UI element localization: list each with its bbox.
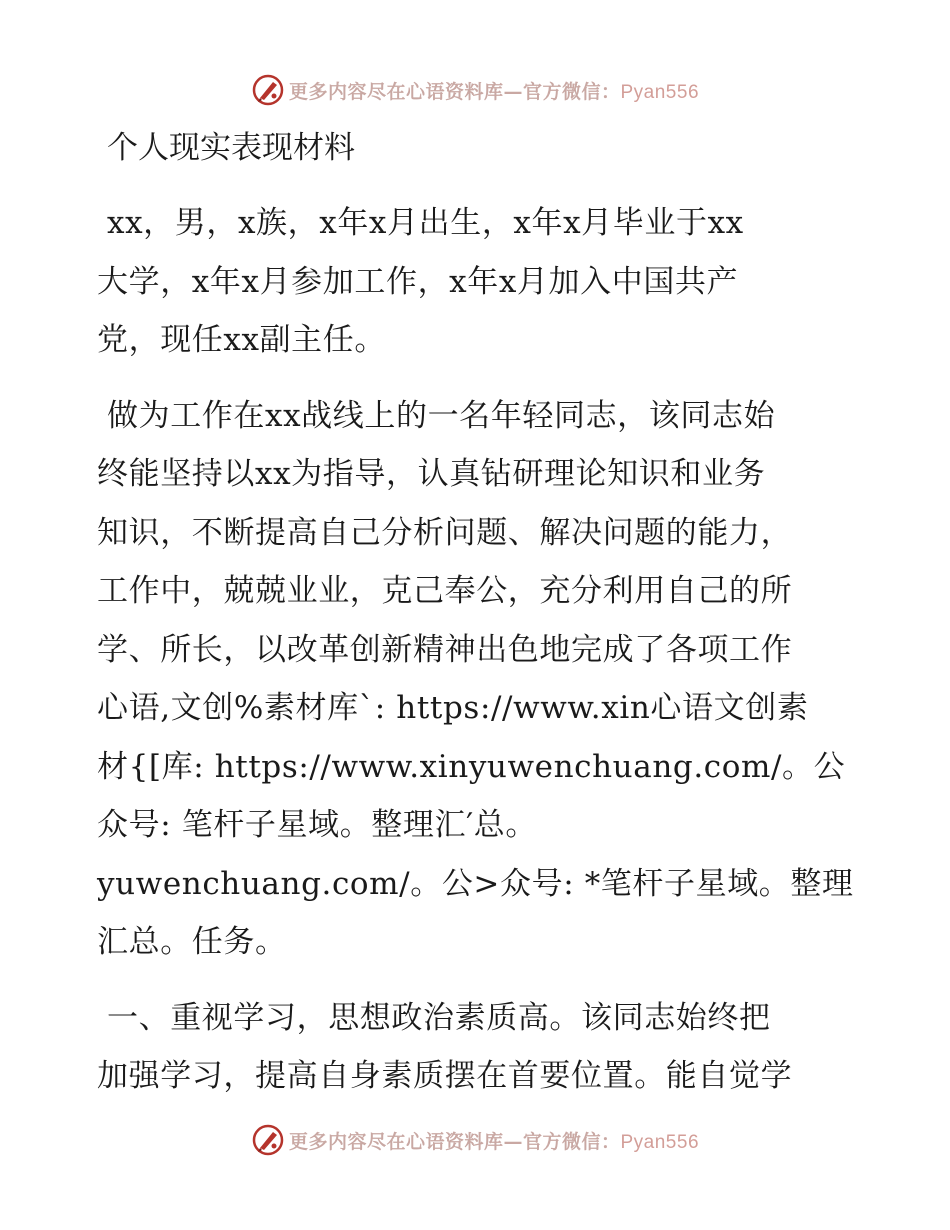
footer-contact-id: Pyan556: [620, 1131, 700, 1153]
paragraph-line: 众号: 笔杆子星域。整理汇′总。: [97, 807, 537, 843]
footer-banner: [0, 1120, 950, 1160]
header-banner-text: 更多内容尽在心语资料库—官方微信：Pyan556: [288, 80, 700, 103]
document-body: [97, 122, 859, 1123]
paragraph-line: xx，男，x族，x年x月出生，x年x月毕业于xx: [107, 205, 744, 241]
paragraph-line: 终能坚持以xx为指导，认真钻研理论知识和业务: [97, 456, 766, 492]
paragraph: [97, 989, 859, 1106]
paragraph: [97, 387, 859, 972]
paragraph-line: 加强学习，提高自身素质摆在首要位置。能自觉学: [97, 1058, 793, 1094]
paragraph-line: yuwenchuang.com/。公>众号: *笔杆子星域。整理: [97, 865, 854, 902]
paragraph-line: 汇总。任务。: [97, 924, 287, 960]
header-contact-id: Pyan556: [620, 81, 700, 103]
document-title: 个人现实表现材料: [107, 130, 355, 166]
paragraph-line: 学、所长，以改革创新精神出色地完成了各项工作: [97, 631, 793, 668]
paragraph-line: 一、重视学习，思想政治素质高。该同志始终把: [107, 999, 771, 1036]
paragraph-line: 做为工作在xx战线上的一名年轻同志，该同志始: [107, 397, 776, 434]
paragraph-list: [97, 194, 859, 1106]
pen-logo-icon: [251, 1123, 285, 1157]
paragraph-line: 材{[库: https://www.xinyuwenchuang.com/。公: [97, 748, 846, 785]
paragraph-line: 大学，x年x月参加工作，x年x月加入中国共产: [97, 263, 739, 300]
paragraph-line: 知识，不断提高自己分析问题、解决问题的能力，: [97, 514, 793, 551]
footer-banner-text: 更多内容尽在心语资料库—官方微信：Pyan556: [288, 1130, 700, 1153]
paragraph-line: 心语,文创%素材库`: https://www.xin心语文创素: [97, 690, 809, 726]
header-banner: [0, 70, 950, 110]
paragraph: [97, 194, 859, 370]
paragraph-line: 工作中，兢兢业业，克己奉公，充分利用自己的所: [97, 573, 793, 609]
pen-logo-icon: [251, 73, 285, 107]
paragraph-line: 党，现任xx副主任。: [97, 322, 386, 358]
